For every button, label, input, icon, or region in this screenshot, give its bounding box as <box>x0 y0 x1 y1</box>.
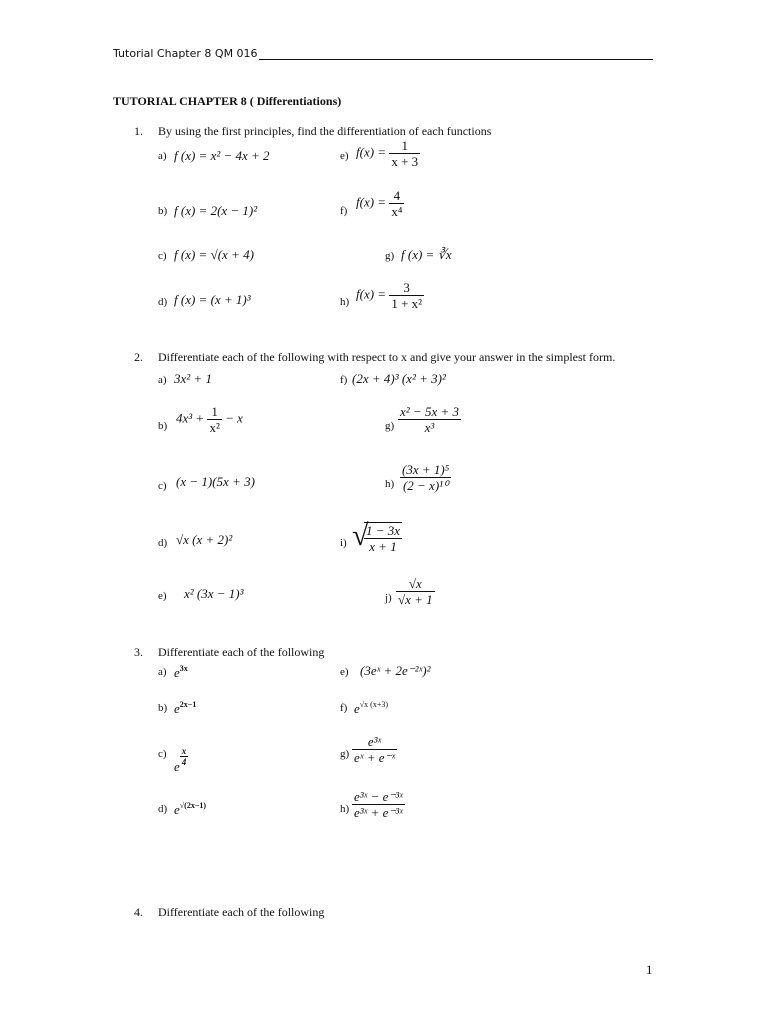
page-number: 1 <box>646 962 653 977</box>
q3-b-expression <box>174 700 196 717</box>
q2-h-expression <box>400 462 451 493</box>
q1-f-numerator: 4 <box>389 188 404 204</box>
q3-f-base: e <box>354 701 360 716</box>
q3-c-exp-numerator: x <box>181 746 187 756</box>
q3-d-expression <box>174 801 206 818</box>
q3-d-label: d) <box>158 803 168 815</box>
q1-f-denominator: x⁴ <box>391 204 403 219</box>
q3-b-base: e <box>174 701 180 716</box>
q3-a-base: e <box>174 665 180 680</box>
question-3-number: 3. <box>134 645 143 659</box>
q1-e-numerator: 1 <box>389 138 420 154</box>
q3-g-numerator: e³ˣ <box>352 734 397 750</box>
q3-a-exponent: 3x <box>179 664 188 673</box>
q2-a-label: a) <box>158 374 167 386</box>
q2-g-expression <box>398 404 461 435</box>
q3-g-expression <box>352 734 397 765</box>
question-2-number: 2. <box>134 350 143 364</box>
q2-c-label: c) <box>158 480 167 492</box>
q2-b-numerator: 1 <box>207 404 221 420</box>
q2-b-prefix: 4x³ + <box>176 410 208 426</box>
q3-h-denominator: e³ˣ + e⁻³ˣ <box>354 805 403 820</box>
q2-f-expression: (2x + 4)³ (x² + 3)² <box>352 371 446 386</box>
q1-h-label: h) <box>340 296 350 308</box>
q1-a-label: a) <box>158 150 167 162</box>
q1-c-label: c) <box>158 250 167 262</box>
q2-j-expression <box>396 576 435 607</box>
q3-b-label: b) <box>158 702 168 714</box>
q1-a-expression: f (x) = x² − 4x + 2 <box>174 148 270 163</box>
q2-h-label: h) <box>385 478 395 490</box>
q1-d-label: d) <box>158 296 168 308</box>
q2-i-expression <box>352 519 402 554</box>
q2-g-numerator: x² − 5x + 3 <box>400 404 459 419</box>
q3-g-label: g) <box>340 748 350 760</box>
q3-g-denominator: eˣ + e⁻ˣ <box>354 750 396 765</box>
q3-c-base: e <box>174 759 180 774</box>
q2-h-denominator: (2 − x)¹⁰ <box>402 478 449 493</box>
q2-g-denominator: x³ <box>424 420 435 435</box>
page-title: TUTORIAL CHAPTER 8 ( Differentiations) <box>113 94 342 108</box>
q2-d-expression: √x (x + 2)² <box>176 532 233 547</box>
q1-h-numerator: 3 <box>389 280 424 296</box>
q3-d-exponent: √(2x−1) <box>179 801 207 810</box>
q2-b-denominator: x² <box>209 420 220 435</box>
q1-e-expression <box>356 138 420 169</box>
q2-i-label: i) <box>340 537 347 549</box>
q1-d-expression: f (x) = (x + 1)³ <box>174 292 251 307</box>
q2-j-numerator: √x <box>396 576 435 592</box>
q1-e-label: e) <box>340 150 349 162</box>
q3-a-expression <box>174 664 188 681</box>
q1-h-denominator: 1 + x² <box>391 296 423 311</box>
q1-b-label: b) <box>158 205 168 217</box>
q2-d-label: d) <box>158 537 168 549</box>
q3-c-exp-denominator: 4 <box>181 757 187 767</box>
q2-g-label: g) <box>385 420 395 432</box>
q1-f-lhs: f(x) = <box>356 194 390 210</box>
q1-h-expression <box>356 280 424 311</box>
q2-f-label: f) <box>340 374 348 386</box>
q2-j-denominator: √x + 1 <box>398 592 433 607</box>
q1-g-expression: f (x) = ∛x <box>401 247 452 262</box>
q1-g-label: g) <box>385 250 395 262</box>
q1-e-lhs: f(x) = <box>356 144 390 160</box>
q3-b-exponent: 2x−1 <box>179 700 197 709</box>
q3-f-label: f) <box>340 702 348 714</box>
question-4-number: 4. <box>134 905 143 919</box>
q3-f-expression <box>354 700 388 717</box>
question-1-text: By using the first principles, find the differentiation of each functions <box>158 124 492 138</box>
q2-b-expression <box>176 404 243 435</box>
question-4-text: Differentiate each of the following <box>158 905 325 919</box>
q3-h-numerator: e³ˣ − e⁻³ˣ <box>354 789 403 804</box>
header-text: Tutorial Chapter 8 QM 016 <box>113 47 258 60</box>
q2-j-label: j) <box>385 592 392 604</box>
q2-c-expression: (x − 1)(5x + 3) <box>176 474 255 489</box>
q2-b-label: b) <box>158 420 168 432</box>
q1-f-label: f) <box>340 205 348 217</box>
q3-f-exponent: √x (x+3) <box>359 700 389 709</box>
q1-c-expression: f (x) = √(x + 4) <box>174 247 254 262</box>
q3-d-base: e <box>174 802 180 817</box>
q3-h-expression <box>352 789 405 820</box>
q2-h-numerator: (3x + 1)⁵ <box>402 462 450 477</box>
radical-sign: √ <box>352 519 369 552</box>
question-3-text: Differentiate each of the following <box>158 645 325 659</box>
q1-h-lhs: f(x) = <box>356 286 390 302</box>
q3-e-expression: (3eˣ + 2e⁻²ˣ)² <box>360 663 431 678</box>
running-header <box>113 47 653 63</box>
q2-e-label: e) <box>158 590 167 602</box>
q2-b-suffix: − x <box>221 410 243 426</box>
q2-e-expression: x² (3x − 1)³ <box>184 586 244 601</box>
q3-a-label: a) <box>158 666 167 678</box>
question-2-text: Differentiate each of the following with respect to x and give your answer in the simplest form. <box>158 350 616 364</box>
q3-c-label: c) <box>158 748 167 760</box>
q1-b-expression: f (x) = 2(x − 1)² <box>174 203 258 218</box>
question-1-number: 1. <box>134 124 143 138</box>
q1-e-denominator: x + 3 <box>391 154 419 169</box>
q2-i-denominator: x + 1 <box>369 539 397 554</box>
q3-c-expression <box>174 746 188 775</box>
q1-f-expression <box>356 188 404 219</box>
q2-i-numerator: 1 − 3x <box>366 523 401 538</box>
q3-e-label: e) <box>340 666 349 678</box>
q2-a-expression: 3x² + 1 <box>174 371 212 386</box>
q3-h-label: h) <box>340 803 350 815</box>
